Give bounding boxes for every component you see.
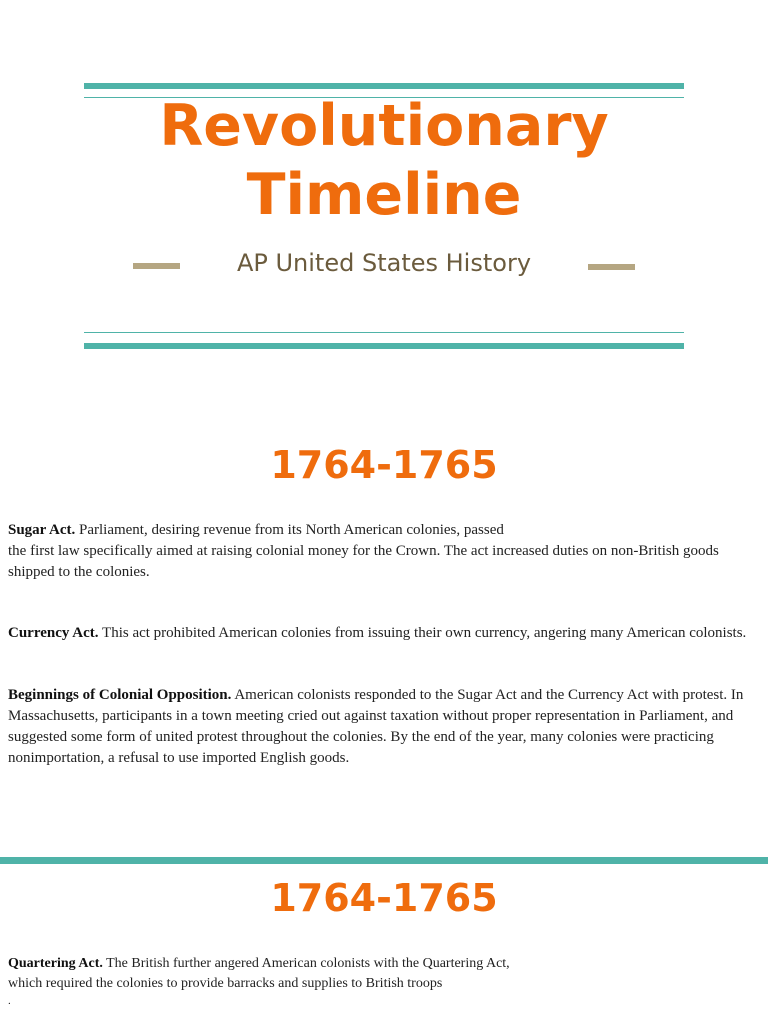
entry-text: which required the colonies to provide barracks and supplies to British troops: [8, 976, 443, 991]
subtitle-row: [0, 246, 768, 286]
page-divider: [0, 857, 768, 864]
entry-colonial-opposition: [8, 685, 758, 769]
subtitle: AP United States History: [236, 249, 532, 277]
entry-term: Sugar Act.: [8, 522, 76, 538]
page-title: [0, 92, 768, 230]
entry-text: This act prohibited American colonies from issuing their own currency, angering many American colonists.: [102, 625, 747, 641]
section-year-heading: 1764-1765: [270, 876, 498, 920]
top-thick-rule: [84, 83, 684, 89]
section-year-heading: 1764-1765: [270, 443, 498, 487]
right-dash: [588, 264, 635, 270]
entry-sugar-act: [8, 520, 758, 583]
bottom-thin-rule: [84, 332, 684, 333]
entry-text: .: [8, 995, 11, 1007]
title-line-1: Revolutionary: [159, 93, 609, 159]
entry-currency-act: [8, 623, 758, 644]
entry-term: Beginnings of Colonial Opposition.: [8, 687, 232, 703]
entry-text: American colonists responded to the Sugar Act and the Currency Act with protest. In Massachusetts, participants in a town meeting cried out against taxation without proper representation in Parliament, and suggested some form of united protest throughout the colonies. By the end of the year, many colonies were practicing nonimportation, a refusal to use imported English goods.: [8, 687, 744, 766]
entry-text: the first law specifically aimed at raising colonial money for the Crown. The act increased duties on non-British goods shipped to the colonies.: [8, 543, 719, 580]
entry-text: The British further angered American colonists with the Quartering Act,: [106, 956, 510, 971]
bottom-thick-rule: [84, 343, 684, 349]
entry-text: Parliament, desiring revenue from its North American colonies, passed: [78, 522, 504, 538]
entry-quartering-act: [8, 954, 758, 1008]
entry-term: Quartering Act.: [8, 956, 103, 971]
entry-term: Currency Act.: [8, 625, 99, 641]
title-line-2: Timeline: [246, 162, 522, 228]
